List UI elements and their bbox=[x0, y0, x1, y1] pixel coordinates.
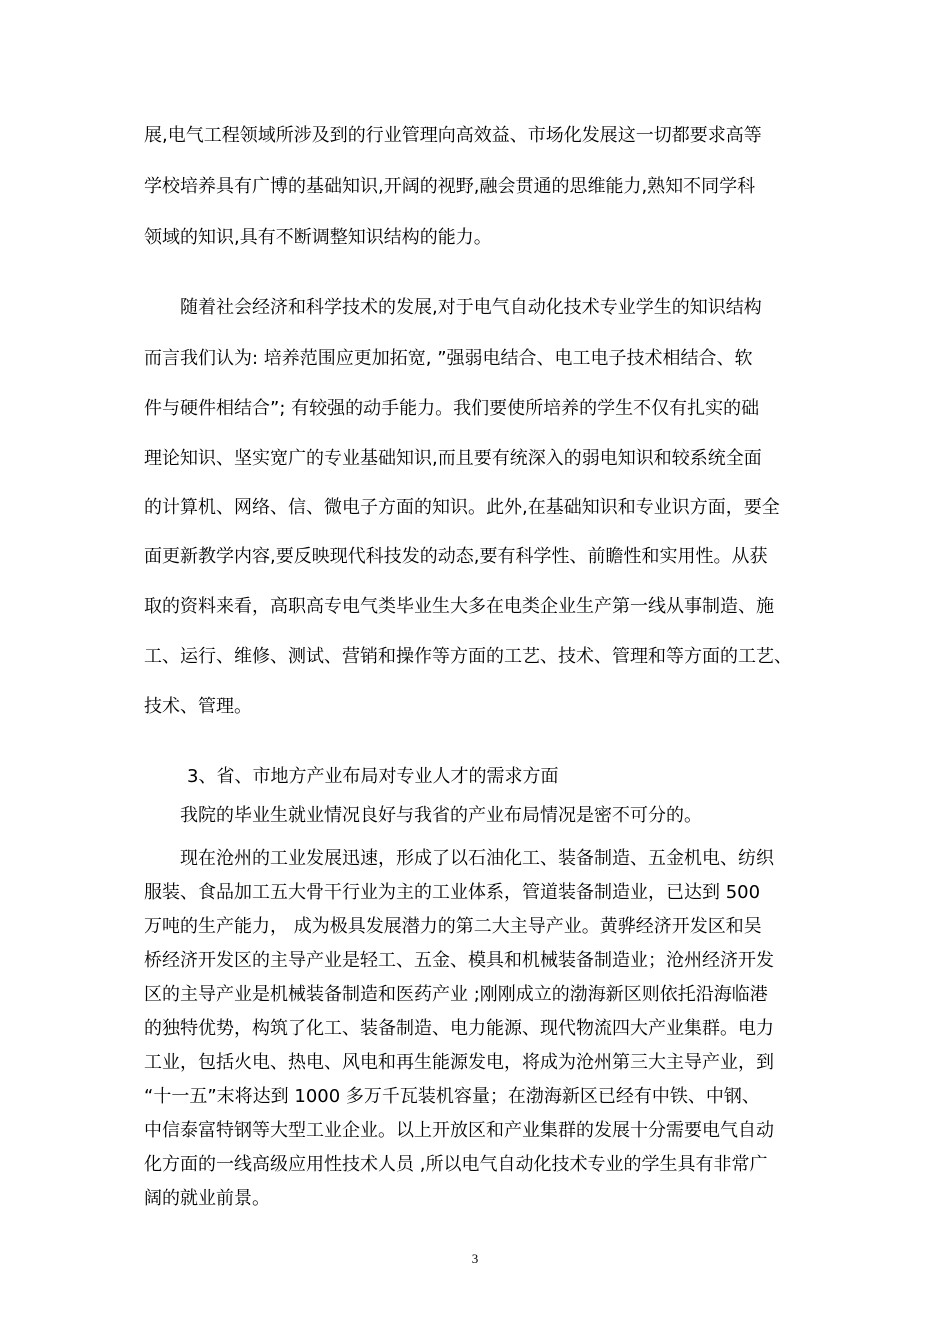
text-line: 技术、管理。 bbox=[144, 696, 252, 717]
text-line: 取的资料来看，高职高专电气类毕业生大多在电类企业生产第一线从事制造、施 bbox=[144, 596, 774, 617]
text-line: 展,电气工程领域所涉及到的行业管理向高效益、市场化发展这一切都要求高等 bbox=[144, 125, 762, 146]
page-number: 3 bbox=[471, 1251, 479, 1266]
text-line: 学校培养具有广博的基础知识,开阔的视野,融会贯通的思维能力,熟知不同学科 bbox=[144, 176, 756, 197]
text-line: 万吨的生产能力， 成为极具发展潜力的第二大主导产业。黄骅经济开发区和吴 bbox=[144, 916, 762, 937]
text-line: 领域的知识,具有不断调整知识结构的能力。 bbox=[144, 227, 492, 248]
text-line: 面更新教学内容,要反映现代科技发的动态,要有科学性、前瞻性和实用性。从获 bbox=[144, 546, 768, 567]
text-line: 服装、食品加工五大骨干行业为主的工业体系，管道装备制造业，已达到 500 bbox=[144, 882, 761, 903]
text-line: 现在沧州的工业发展迅速，形成了以石油化工、装备制造、五金机电、纺织 bbox=[180, 848, 774, 869]
section-heading: 3、省、市地方产业布局对专业人才的需求方面 bbox=[187, 766, 559, 787]
text-line: 随着社会经济和科学技术的发展,对于电气自动化技术专业学生的知识结构 bbox=[180, 297, 762, 318]
text-line: 工业，包括火电、热电、风电和再生能源发电，将成为沧州第三大主导产业，到 bbox=[144, 1052, 774, 1073]
text-line: 化方面的一线高级应用性技术人员 ,所以电气自动化技术专业的学生具有非常广 bbox=[144, 1154, 768, 1175]
text-line: 理论知识、坚实宽广的专业基础知识,而且要有统深入的弱电知识和较系统全面 bbox=[144, 448, 762, 469]
text-line: 而言我们认为: 培养范围应更加拓宽, ”强弱电结合、电工电子技术相结合、软 bbox=[144, 348, 753, 369]
text-line: 区的主导产业是机械装备制造和医药产业 ;刚刚成立的渤海新区则依托沿海临港 bbox=[144, 984, 768, 1005]
text-line: 工、运行、维修、测试、营销和操作等方面的工艺、技术、管理和等方面的工艺、 bbox=[144, 646, 792, 667]
text-line: 中信泰富特钢等大型工业企业。以上开放区和产业集群的发展十分需要电气自动 bbox=[144, 1120, 774, 1141]
text-line: 桥经济开发区的主导产业是轻工、五金、模具和机械装备制造业；沧州经济开发 bbox=[144, 950, 774, 971]
text-line: 阔的就业前景。 bbox=[144, 1188, 270, 1209]
text-line: “十一五”末将达到 1000 多万千瓦装机容量；在渤海新区已经有中铁、中钢、 bbox=[144, 1086, 760, 1107]
text-line: 件与硬件相结合”; 有较强的动手能力。我们要使所培养的学生不仅有扎实的础 bbox=[144, 398, 760, 419]
text-line: 我院的毕业生就业情况良好与我省的产业布局情况是密不可分的。 bbox=[180, 805, 702, 826]
text-line: 的独特优势，构筑了化工、装备制造、电力能源、现代物流四大产业集群。电力 bbox=[144, 1018, 774, 1039]
text-line: 的计算机、网络、信、微电子方面的知识。此外,在基础知识和专业识方面，要全 bbox=[144, 497, 780, 518]
